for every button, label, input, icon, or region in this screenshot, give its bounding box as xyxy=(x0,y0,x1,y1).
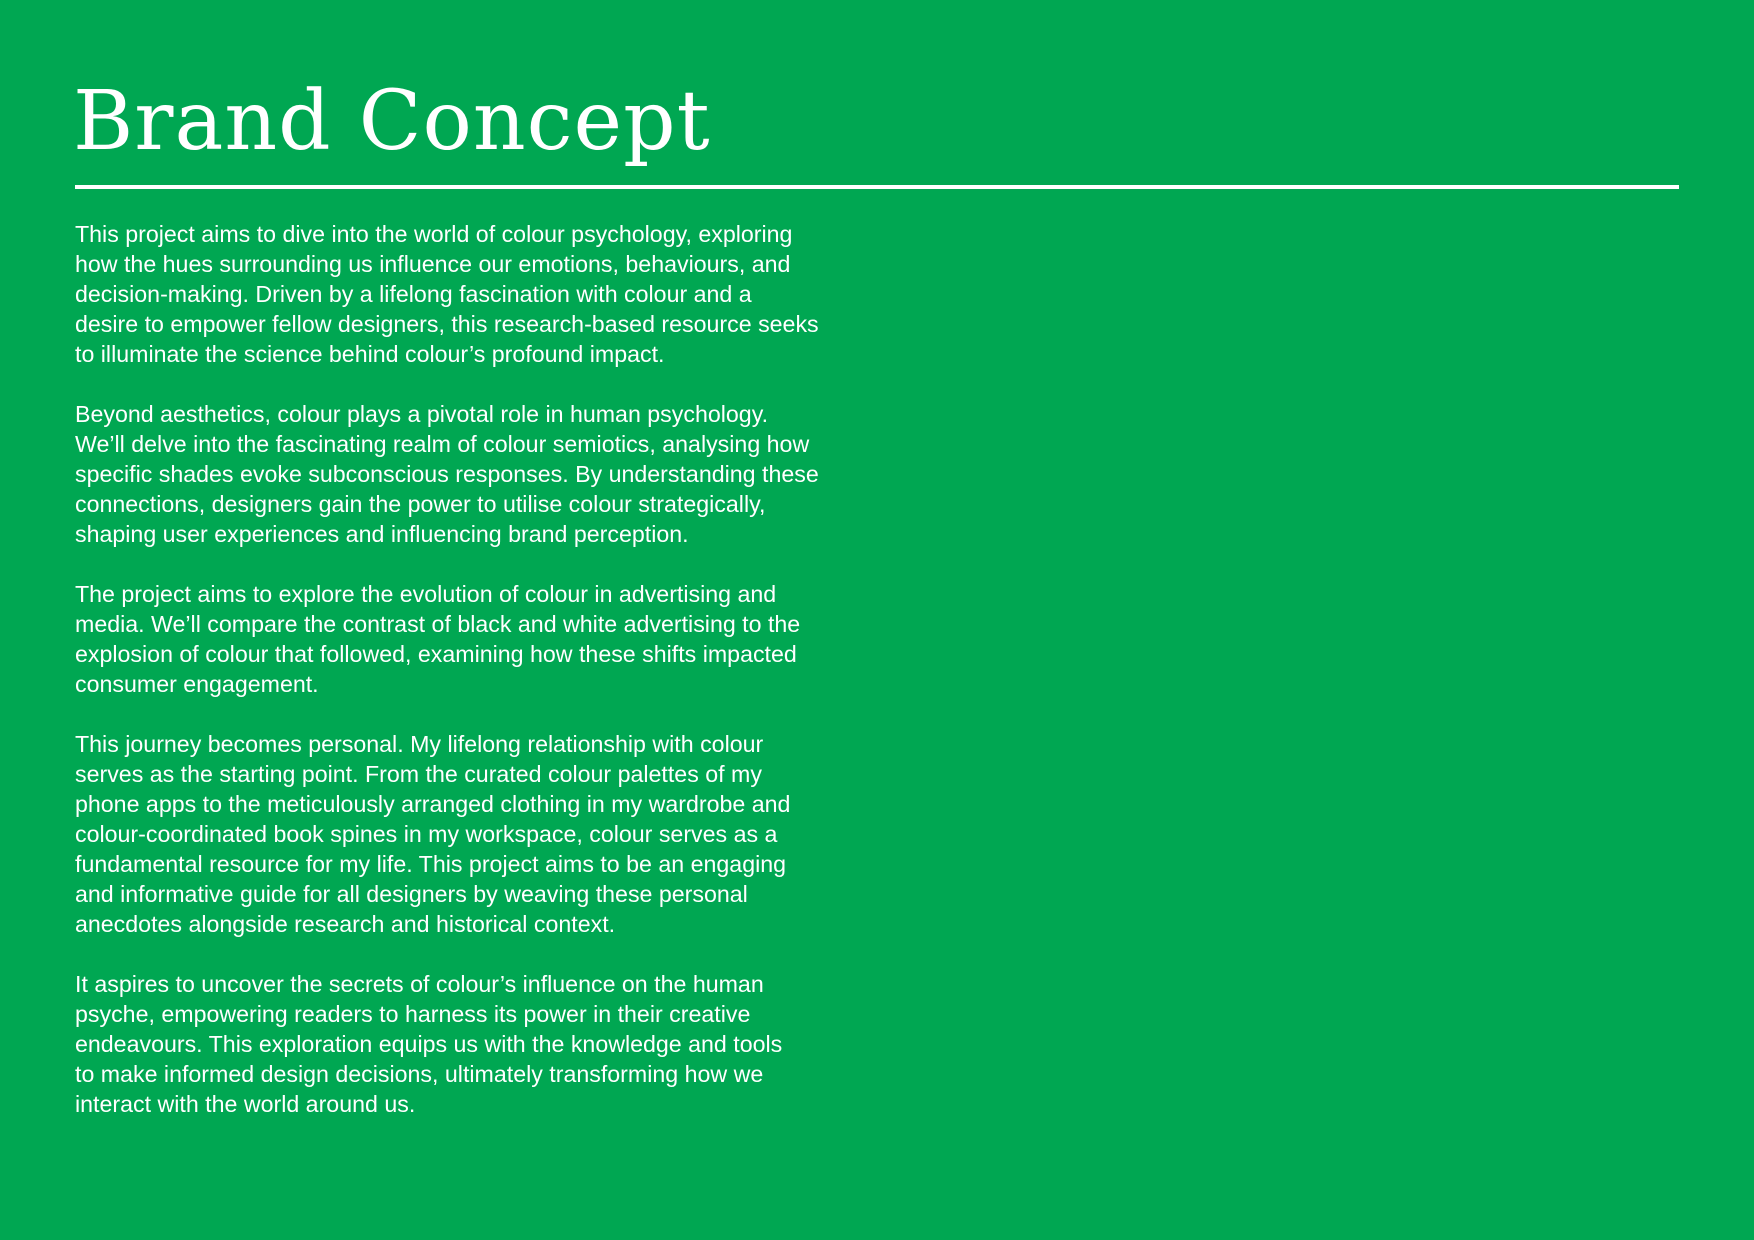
text-line: specific shades evoke subconscious responses. By understanding these xyxy=(75,461,819,487)
text-line: colour-coordinated book spines in my workspace, colour serves as a xyxy=(75,821,778,847)
text-line: desire to empower fellow designers, this research-based resource seeks xyxy=(75,311,819,337)
text-line: connections, designers gain the power to utilise colour strategically, xyxy=(75,491,766,517)
text-line: serves as the starting point. From the curated colour palettes of my xyxy=(75,761,762,787)
text-line: explosion of colour that followed, examining how these shifts impacted xyxy=(75,641,797,667)
text-line: shaping user experiences and influencing brand perception. xyxy=(75,521,689,547)
text-line: decision-making. Driven by a lifelong fascination with colour and a xyxy=(75,281,752,307)
text-line: The project aims to explore the evolution of colour in advertising and xyxy=(75,581,777,607)
text-line: anecdotes alongside research and historical context. xyxy=(75,911,616,937)
text-line: psyche, empowering readers to harness its power in their creative xyxy=(75,1001,751,1027)
body-text xyxy=(75,219,905,1149)
paragraph-5 xyxy=(75,969,905,1119)
paragraph-2 xyxy=(75,399,905,549)
text-line: This project aims to dive into the world of colour psychology, exploring xyxy=(75,221,793,247)
paragraph-4 xyxy=(75,729,905,939)
text-line: This journey becomes personal. My lifelong relationship with colour xyxy=(75,731,764,757)
text-line: how the hues surrounding us influence our emotions, behaviours, and xyxy=(75,251,791,277)
text-line: and informative guide for all designers by weaving these personal xyxy=(75,881,748,907)
text-line: phone apps to the meticulously arranged clothing in my wardrobe and xyxy=(75,791,791,817)
page-title: Brand Concept xyxy=(73,74,711,169)
text-line: It aspires to uncover the secrets of colour’s influence on the human xyxy=(75,971,764,997)
text-line: to make informed design decisions, ultimately transforming how we xyxy=(75,1061,764,1087)
text-line: endeavours. This exploration equips us with the knowledge and tools xyxy=(75,1031,783,1057)
text-line: consumer engagement. xyxy=(75,671,319,697)
text-line: Beyond aesthetics, colour plays a pivotal role in human psychology. xyxy=(75,401,769,427)
text-line: interact with the world around us. xyxy=(75,1091,416,1117)
paragraph-1 xyxy=(75,219,905,369)
paragraph-3 xyxy=(75,579,905,699)
text-line: to illuminate the science behind colour’s profound impact. xyxy=(75,341,665,367)
text-line: media. We’ll compare the contrast of black and white advertising to the xyxy=(75,611,801,637)
text-line: We’ll delve into the fascinating realm of colour semiotics, analysing how xyxy=(75,431,810,457)
text-line: fundamental resource for my life. This project aims to be an engaging xyxy=(75,851,787,877)
title-divider xyxy=(75,185,1679,189)
